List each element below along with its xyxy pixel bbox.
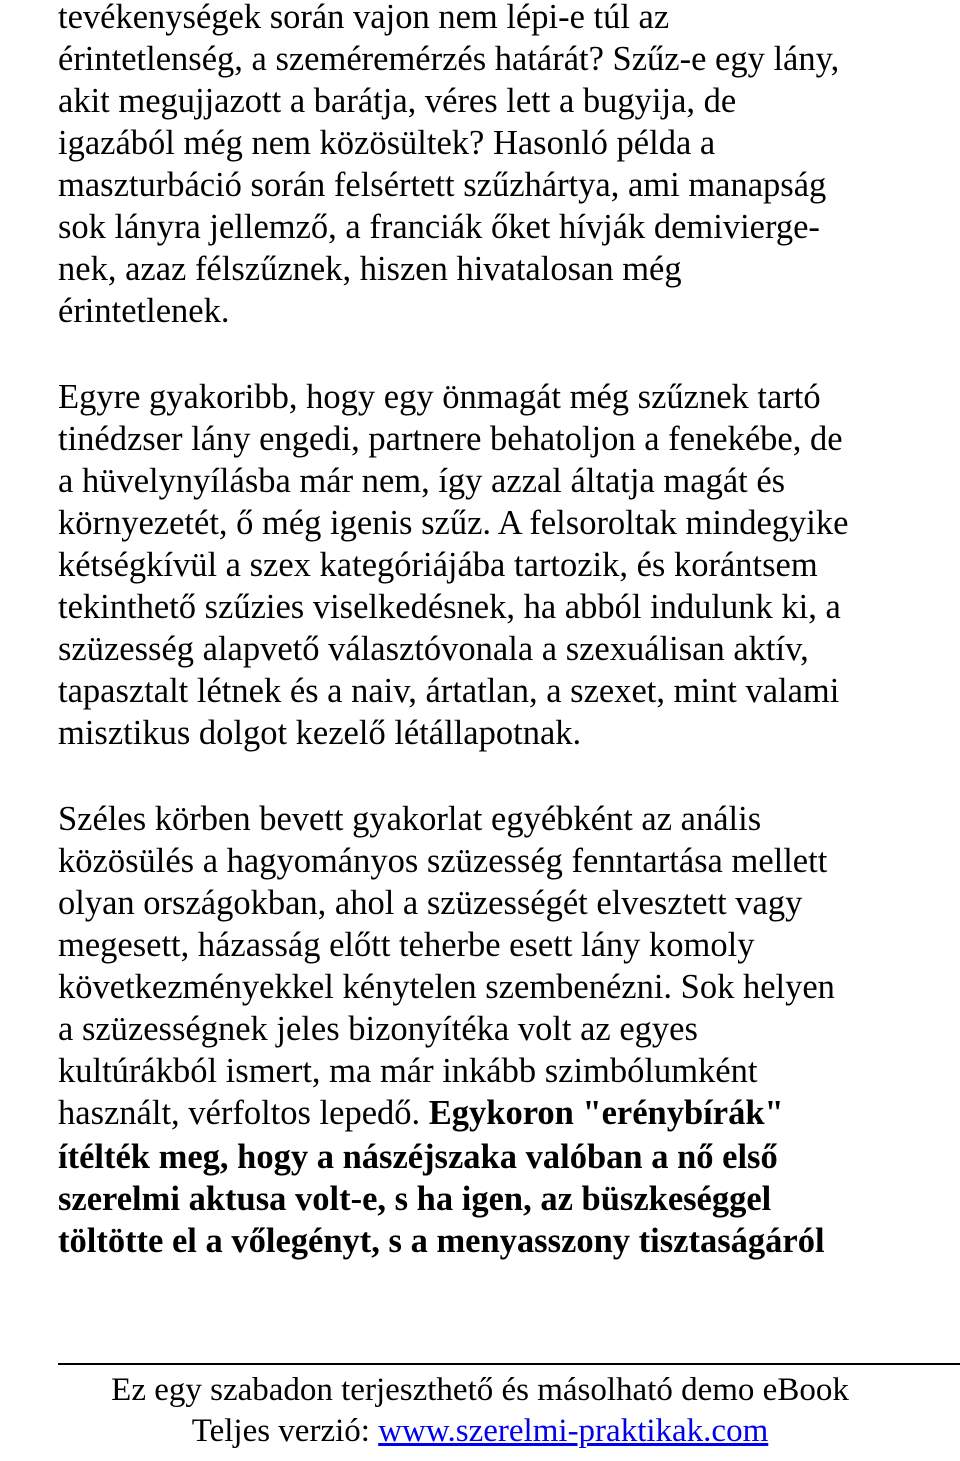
bold-text-run: Egykoron "erénybírák" xyxy=(428,1094,784,1132)
text-line: igazából még nem közösültek? Hasonló példa a xyxy=(58,124,716,162)
text-line: akit megujjazott a barátja, véres lett a bugyija, de xyxy=(58,82,737,120)
text-line: következményekkel kénytelen szembenézni. Sok helyen xyxy=(58,968,835,1006)
text-line: kétségkívül a szex kategóriájába tartozik, és korántsem xyxy=(58,546,818,584)
text-line: kultúrákból ismert, ma már inkább szimbólumként xyxy=(58,1052,758,1090)
footer-divider xyxy=(58,1363,960,1365)
text-line: maszturbáció során felsértett szűzhártya, ami manapság xyxy=(58,166,827,204)
full-version-label: Teljes verzió: xyxy=(191,1413,379,1449)
text-line: közösülés a hagyományos szüzesség fenntartása mellett xyxy=(58,842,828,880)
text-line: a hüvelynyílásba már nem, így azzal áltatja magát és xyxy=(58,462,786,500)
text-line: tekinthető szűzies viselkedésnek, ha abból indulunk ki, a xyxy=(58,588,841,626)
text-line: érintetlenek. xyxy=(58,292,230,330)
text-line: környezetét, ő még igenis szűz. A felsoroltak mindegyike xyxy=(58,504,849,542)
website-link[interactable]: www.szerelmi-praktikak.com xyxy=(378,1413,769,1449)
text-line: tinédzser lány engedi, partnere behatoljon a fenekébe, de xyxy=(58,420,843,458)
text-line: szüzesség alapvető választóvonala a szexuálisan aktív, xyxy=(58,630,809,668)
text-line: tapasztalt létnek és a naiv, ártatlan, a szexet, mint valami xyxy=(58,672,840,710)
text-line: misztikus dolgot kezelő létállapotnak. xyxy=(58,714,582,752)
bold-text-line: szerelmi aktusa volt-e, s ha igen, az büszkeséggel xyxy=(58,1180,772,1218)
text-line: a szüzességnek jeles bizonyítéka volt az egyes xyxy=(58,1010,698,1048)
bold-text-line: ítélték meg, hogy a nászéjszaka valóban a nő első xyxy=(58,1138,778,1176)
text-line: Széles körben bevett gyakorlat egyébként az anális xyxy=(58,800,762,838)
text-line: érintetlenség, a szeméremérzés határát? Szűz-e egy lány, xyxy=(58,40,840,78)
text-line: olyan országokban, ahol a szüzességét elvesztett vagy xyxy=(58,884,803,922)
footer-full-version xyxy=(0,1410,960,1452)
text-line: nek, azaz félszűznek, hiszen hivatalosan még xyxy=(58,250,682,288)
text-line: sok lányra jellemző, a franciák őket hívják demivierge- xyxy=(58,208,820,246)
text-line-mixed xyxy=(58,1092,784,1134)
text-line: tevékenységek során vajon nem lépi-e túl az xyxy=(58,0,670,36)
footer-notice: Ez egy szabadon terjeszthető és másolható demo eBook xyxy=(111,1372,849,1408)
text-line: megesett, házasság előtt teherbe esett lány komoly xyxy=(58,926,755,964)
bold-text-line: töltötte el a vőlegényt, s a menyasszony tisztaságáról xyxy=(58,1222,825,1260)
text-run: használt, vérfoltos lepedő. xyxy=(58,1094,429,1132)
text-line: Egyre gyakoribb, hogy egy önmagát még szűznek tartó xyxy=(58,378,821,416)
